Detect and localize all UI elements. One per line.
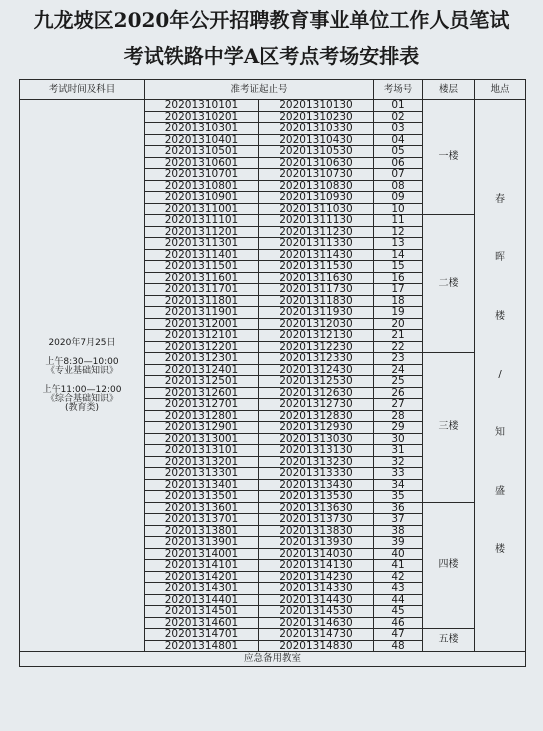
admission-end-number: 20201314330: [259, 583, 374, 595]
admission-start-number: 20201314401: [145, 594, 259, 606]
header-room-number: 考场号: [374, 80, 423, 100]
room-number: 14: [374, 249, 423, 261]
admission-end-number: 20201312830: [259, 410, 374, 422]
admission-start-number: 20201312501: [145, 376, 259, 388]
room-number: 12: [374, 226, 423, 238]
admission-start-number: 20201313501: [145, 491, 259, 503]
admission-end-number: 20201310330: [259, 123, 374, 135]
admission-end-number: 20201314430: [259, 594, 374, 606]
room-number: 02: [374, 111, 423, 123]
admission-end-number: 20201311830: [259, 295, 374, 307]
admission-end-number: 20201310830: [259, 180, 374, 192]
room-number: 04: [374, 134, 423, 146]
morning-session-2: 上午11:00—12:00: [42, 384, 122, 395]
admission-start-number: 20201310501: [145, 146, 259, 158]
room-number: 05: [374, 146, 423, 158]
room-number: 27: [374, 399, 423, 411]
admission-end-number: 20201313630: [259, 502, 374, 514]
admission-end-number: 20201312130: [259, 330, 374, 342]
admission-start-number: 20201313101: [145, 445, 259, 457]
admission-start-number: 20201313201: [145, 456, 259, 468]
admission-end-number: 20201312430: [259, 364, 374, 376]
floor-cell: 四楼: [423, 502, 475, 629]
room-number: 31: [374, 445, 423, 457]
admission-end-number: 20201313130: [259, 445, 374, 457]
admission-end-number: 20201310930: [259, 192, 374, 204]
location-char: 知: [495, 427, 506, 439]
exam-date: 2020年7月25日: [48, 337, 116, 348]
admission-start-number: 20201310701: [145, 169, 259, 181]
admission-end-number: 20201313930: [259, 537, 374, 549]
admission-end-number: 20201313430: [259, 479, 374, 491]
admission-start-number: 20201313301: [145, 468, 259, 480]
admission-end-number: 20201312930: [259, 422, 374, 434]
admission-start-number: 20201311201: [145, 226, 259, 238]
admission-end-number: 20201314830: [259, 640, 374, 652]
admission-end-number: 20201311330: [259, 238, 374, 250]
room-number: 46: [374, 617, 423, 629]
admission-start-number: 20201310601: [145, 157, 259, 169]
admission-start-number: 20201310101: [145, 100, 259, 112]
room-number: 40: [374, 548, 423, 560]
admission-end-number: 20201311930: [259, 307, 374, 319]
table-header-row: [20, 80, 526, 100]
admission-end-number: 20201311630: [259, 272, 374, 284]
location-char: /: [498, 368, 502, 380]
location-cell: [475, 100, 526, 652]
room-number: 26: [374, 387, 423, 399]
room-number: 10: [374, 203, 423, 215]
header-admission-range: 准考证起止号: [145, 80, 374, 100]
emergency-reserve-room: 应急备用教室: [20, 652, 526, 667]
room-number: 25: [374, 376, 423, 388]
admission-start-number: 20201313901: [145, 537, 259, 549]
admission-end-number: 20201310630: [259, 157, 374, 169]
admission-start-number: 20201313801: [145, 525, 259, 537]
floor-cell: 二楼: [423, 215, 475, 353]
room-number: 24: [374, 364, 423, 376]
admission-start-number: 20201311501: [145, 261, 259, 273]
room-number: 22: [374, 341, 423, 353]
spacer: [20, 376, 144, 386]
floor-cell: 一楼: [423, 100, 475, 215]
room-number: 35: [374, 491, 423, 503]
room-number: 47: [374, 629, 423, 641]
room-number: 45: [374, 606, 423, 618]
admission-start-number: 20201314501: [145, 606, 259, 618]
admission-start-number: 20201312901: [145, 422, 259, 434]
admission-start-number: 20201313001: [145, 433, 259, 445]
room-number: 09: [374, 192, 423, 204]
room-number: 08: [374, 180, 423, 192]
room-number: 01: [374, 100, 423, 112]
subject-comprehensive: 《综合基础知识》: [45, 393, 118, 404]
room-number: 06: [374, 157, 423, 169]
admission-start-number: 20201312201: [145, 341, 259, 353]
room-number: 28: [374, 410, 423, 422]
document-title-line-2: 考试铁路中学A区考点考场安排表: [123, 44, 420, 68]
room-number: 48: [374, 640, 423, 652]
room-number: 42: [374, 571, 423, 583]
admission-end-number: 20201312730: [259, 399, 374, 411]
location-char: 盛: [495, 485, 506, 497]
document-title-line-1: 九龙坡区2020年公开招聘教育事业单位工作人员笔试: [33, 8, 510, 32]
admission-start-number: 20201312101: [145, 330, 259, 342]
room-number: 03: [374, 123, 423, 135]
location-char: 楼: [495, 310, 506, 322]
room-number: 44: [374, 594, 423, 606]
room-number: 07: [374, 169, 423, 181]
admission-start-number: 20201312801: [145, 410, 259, 422]
admission-start-number: 20201311601: [145, 272, 259, 284]
admission-start-number: 20201311301: [145, 238, 259, 250]
room-number: 33: [374, 468, 423, 480]
admission-start-number: 20201312701: [145, 399, 259, 411]
admission-start-number: 20201312401: [145, 364, 259, 376]
admission-start-number: 20201310901: [145, 192, 259, 204]
admission-end-number: 20201310130: [259, 100, 374, 112]
admission-end-number: 20201311430: [259, 249, 374, 261]
admission-end-number: 20201313530: [259, 491, 374, 503]
admission-end-number: 20201312630: [259, 387, 374, 399]
admission-start-number: 20201312001: [145, 318, 259, 330]
admission-end-number: 20201313730: [259, 514, 374, 526]
admission-start-number: 20201314601: [145, 617, 259, 629]
admission-start-number: 20201311401: [145, 249, 259, 261]
room-number: 34: [374, 479, 423, 491]
admission-start-number: 20201313601: [145, 502, 259, 514]
admission-end-number: 20201312330: [259, 353, 374, 365]
admission-end-number: 20201312530: [259, 376, 374, 388]
room-number: 32: [374, 456, 423, 468]
table-row: [20, 100, 526, 112]
admission-end-number: 20201311730: [259, 284, 374, 296]
admission-end-number: 20201311530: [259, 261, 374, 273]
room-number: 16: [374, 272, 423, 284]
admission-end-number: 20201314730: [259, 629, 374, 641]
room-number: 17: [374, 284, 423, 296]
admission-start-number: 20201310201: [145, 111, 259, 123]
admission-start-number: 20201310801: [145, 180, 259, 192]
room-number: 30: [374, 433, 423, 445]
admission-end-number: 20201314230: [259, 571, 374, 583]
header-location: 地点: [475, 80, 526, 100]
room-number: 20: [374, 318, 423, 330]
admission-end-number: 20201314130: [259, 560, 374, 572]
location-char: 春: [495, 194, 506, 205]
room-number: 11: [374, 215, 423, 227]
admission-start-number: 20201313701: [145, 514, 259, 526]
admission-start-number: 20201313401: [145, 479, 259, 491]
admission-start-number: 20201311701: [145, 284, 259, 296]
admission-end-number: 20201312030: [259, 318, 374, 330]
admission-end-number: 20201313230: [259, 456, 374, 468]
room-number: 36: [374, 502, 423, 514]
floor-cell: 五楼: [423, 629, 475, 652]
room-number: 19: [374, 307, 423, 319]
exam-room-schedule-table: [19, 79, 526, 667]
header-floor: 楼层: [423, 80, 475, 100]
admission-start-number: 20201310401: [145, 134, 259, 146]
footer-row: [20, 652, 526, 667]
admission-start-number: 20201314301: [145, 583, 259, 595]
admission-end-number: 20201314530: [259, 606, 374, 618]
room-number: 43: [374, 583, 423, 595]
admission-start-number: 20201312601: [145, 387, 259, 399]
admission-start-number: 20201311901: [145, 307, 259, 319]
room-number: 23: [374, 353, 423, 365]
schedule-body: [20, 100, 526, 652]
room-number: 13: [374, 238, 423, 250]
admission-end-number: 20201311030: [259, 203, 374, 215]
admission-start-number: 20201311001: [145, 203, 259, 215]
room-number: 29: [374, 422, 423, 434]
admission-start-number: 20201314201: [145, 571, 259, 583]
admission-end-number: 20201312230: [259, 341, 374, 353]
location-char: 晖: [495, 252, 506, 264]
admission-start-number: 20201314801: [145, 640, 259, 652]
admission-end-number: 20201310230: [259, 111, 374, 123]
admission-end-number: 20201314630: [259, 617, 374, 629]
admission-end-number: 20201311130: [259, 215, 374, 227]
morning-session-1: 上午8:30—10:00: [45, 356, 119, 367]
admission-start-number: 20201314701: [145, 629, 259, 641]
exam-category: (教育类): [64, 402, 100, 413]
admission-end-number: 20201313030: [259, 433, 374, 445]
admission-end-number: 20201314030: [259, 548, 374, 560]
admission-end-number: 20201310530: [259, 146, 374, 158]
room-number: 18: [374, 295, 423, 307]
admission-start-number: 20201311801: [145, 295, 259, 307]
admission-start-number: 20201310301: [145, 123, 259, 135]
subject-professional: 《专业基础知识》: [45, 365, 118, 376]
location-vertical-text: [475, 195, 525, 555]
exam-time-subject-cell: [20, 100, 145, 652]
room-number: 41: [374, 560, 423, 572]
admission-start-number: 20201311101: [145, 215, 259, 227]
location-char: 楼: [495, 543, 506, 555]
admission-start-number: 20201312301: [145, 353, 259, 365]
spacer: [20, 348, 144, 358]
admission-end-number: 20201313330: [259, 468, 374, 480]
room-number: 15: [374, 261, 423, 273]
admission-start-number: 20201314001: [145, 548, 259, 560]
header-exam-time: 考试时间及科目: [20, 80, 145, 100]
floor-cell: 三楼: [423, 353, 475, 503]
admission-end-number: 20201311230: [259, 226, 374, 238]
admission-end-number: 20201313830: [259, 525, 374, 537]
room-number: 21: [374, 330, 423, 342]
admission-end-number: 20201310430: [259, 134, 374, 146]
room-number: 37: [374, 514, 423, 526]
admission-end-number: 20201310730: [259, 169, 374, 181]
admission-start-number: 20201314101: [145, 560, 259, 572]
room-number: 38: [374, 525, 423, 537]
room-number: 39: [374, 537, 423, 549]
